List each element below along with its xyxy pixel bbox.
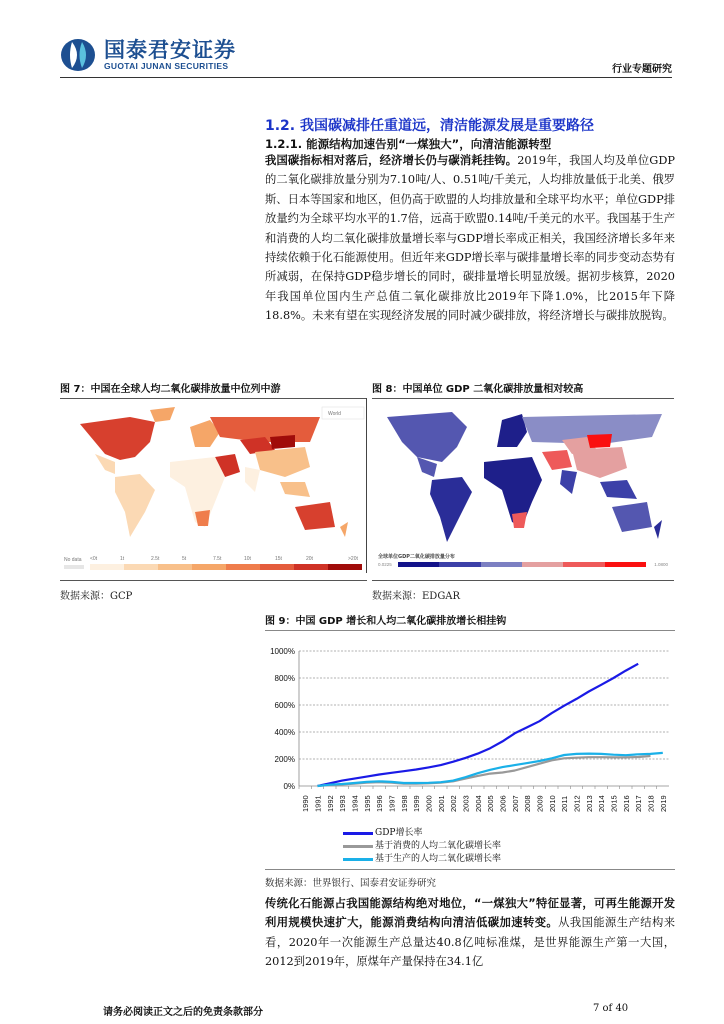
svg-text:2009: 2009 [535, 795, 545, 812]
world-map-8-svg [372, 402, 674, 552]
logo-en: GUOTAI JUNAN SECURITIES [104, 61, 229, 71]
page-number: 7 of 40 [593, 1003, 629, 1014]
legend-tick: 1t [120, 556, 125, 562]
figure-8-legend [378, 553, 668, 567]
svg-text:2019: 2019 [658, 795, 668, 812]
world-map-7-svg [60, 402, 367, 552]
paragraph-1-body: 2019年，我国人均及单位GDP的二氧化碳排放量分别为7.10吨/人、0.51吨/千美元，人均排放量低于北美、俄罗斯、日本等国家和地区，但仍高于欧盟的人均排放量和全球平均水平；单位GDP排放量约为全球平均水平的1.7倍，远高于欧盟0.14吨/千美元的水平。我国基于生产和消费的人均二氧化碳排放量增长率与GDP增长率成正相关，我国经济增长多年来持续依赖于化石能源使用。但近年来GDP增长率与碳排量增长率的同步变动态势有所减弱，在保持GDP稳步增长的同时，碳排量增长明显放缓。据初步核算，2020年我国单位国内生产总值二氧化碳排放比2019年下降1.0%，比2015年下降18.8%。未来有望在实现经济发展的同时减少碳排放，将经济增长与碳排放脱钩。 [265, 154, 675, 323]
figure-9-title: 图 9：中国 GDP 增长和人均二氧化碳排放增长相挂钩 [265, 616, 507, 627]
svg-text:2011: 2011 [560, 795, 570, 812]
svg-text:2017: 2017 [634, 795, 644, 812]
svg-text:400%: 400% [274, 728, 295, 737]
svg-text:1993: 1993 [338, 795, 348, 812]
svg-text:1990: 1990 [301, 795, 311, 812]
map-world-label: World [328, 411, 341, 417]
svg-text:2002: 2002 [449, 795, 459, 812]
legend-tick: 20t [306, 556, 313, 562]
figure-divider [366, 398, 367, 573]
legend-tick: 2.5t [151, 556, 160, 562]
world-map-per-capita-co2 [60, 402, 367, 580]
svg-text:2006: 2006 [498, 795, 508, 812]
paragraph-1-lead: 我国碳指标相对落后，经济增长仍与碳消耗挂钩。 [265, 154, 518, 167]
svg-text:1999: 1999 [412, 795, 422, 812]
chart-legend [343, 827, 501, 866]
svg-text:2001: 2001 [436, 795, 446, 812]
company-logo [60, 38, 236, 72]
svg-text:2018: 2018 [646, 795, 656, 812]
legend-nodata-label: No data [64, 557, 82, 563]
svg-text:1991: 1991 [313, 795, 323, 812]
svg-text:1994: 1994 [350, 795, 360, 812]
figure-8-source: 数据来源：EDGAR [372, 591, 461, 602]
legend-tick: 15t [275, 556, 282, 562]
figure-8 [372, 380, 674, 602]
legend-tick: 7.5t [213, 556, 222, 562]
svg-text:2015: 2015 [609, 795, 619, 812]
paragraph-2-body: 从我国能源生产结构来看，2020年一次能源生产总量达40.8亿吨标准煤，是世界能源生产第一大国，2012到2019年，原煤年产量保持在34.1亿 [265, 916, 675, 969]
subsection-heading: 1.2.1. 能源结构加速告别“一煤独大”，向清洁能源转型 [265, 137, 552, 151]
figure-9-source: 数据来源：世界银行、国泰君安证券研究 [265, 878, 437, 889]
line-chart-svg [265, 631, 675, 821]
legend-7-labels [64, 556, 362, 564]
figure-7 [60, 380, 367, 602]
svg-text:2005: 2005 [486, 795, 496, 812]
disclaimer-note: 请务必阅读正文之后的免责条款部分 [103, 1007, 263, 1018]
svg-text:2012: 2012 [572, 795, 582, 812]
svg-text:1992: 1992 [325, 795, 335, 812]
svg-text:1995: 1995 [362, 795, 372, 812]
svg-text:0%: 0% [283, 782, 295, 791]
legend-tick: >20t [348, 556, 358, 562]
legend-tick: 10t [244, 556, 251, 562]
logo-cn: 国泰君安证券 [104, 38, 236, 62]
legend-8-max: 1.0800 [654, 562, 668, 567]
legend-nodata-swatch [64, 565, 84, 569]
figure-7-source: 数据来源：GCP [60, 591, 133, 602]
legend-8-bar [398, 562, 646, 567]
legend-item-production: 基于生产的人均二氧化碳增长率 [343, 853, 501, 866]
svg-text:200%: 200% [274, 755, 295, 764]
legend-tick: 5t [182, 556, 187, 562]
svg-text:1998: 1998 [399, 795, 409, 812]
legend-7-bar [90, 564, 362, 570]
svg-text:2007: 2007 [510, 795, 520, 812]
legend-item-consumption: 基于消费的人均二氧化碳增长率 [343, 840, 501, 853]
legend-tick: <0t [90, 556, 98, 562]
svg-text:2008: 2008 [523, 795, 533, 812]
header-divider [60, 77, 672, 78]
world-map-co2-per-gdp [372, 402, 674, 580]
legend-8-title: 全球单位GDP二氧化碳排放量分布 [378, 554, 455, 560]
legend-item-gdp: GDP增长率 [343, 827, 501, 840]
figure-8-title: 图 8：中国单位 GDP 二氧化碳排放量相对较高 [372, 384, 584, 395]
report-type: 行业专题研究 [612, 64, 672, 75]
svg-text:2003: 2003 [461, 795, 471, 812]
figure-7-legend [64, 556, 362, 570]
svg-text:2016: 2016 [621, 795, 631, 812]
svg-text:2013: 2013 [584, 795, 594, 812]
legend-8-min: 0.0225 [378, 562, 392, 567]
svg-text:1000%: 1000% [270, 647, 295, 656]
svg-text:1996: 1996 [375, 795, 385, 812]
svg-text:1997: 1997 [387, 795, 397, 812]
gdp-co2-line-chart [265, 631, 675, 869]
paragraph-1 [265, 151, 675, 326]
svg-text:600%: 600% [274, 701, 295, 710]
section-heading: 1.2. 我国碳减排任重道远，清洁能源发展是重要路径 [265, 118, 594, 134]
svg-text:2004: 2004 [473, 795, 483, 812]
logo-mark-icon [60, 38, 96, 72]
figure-9 [265, 612, 675, 889]
figure-7-title: 图 7：中国在全球人均二氧化碳排放量中位列中游 [60, 384, 281, 395]
svg-text:2014: 2014 [597, 795, 607, 812]
svg-text:800%: 800% [274, 674, 295, 683]
paragraph-2-lead: 传统化石能源占我国能源结构绝对地位，“一煤独大”特征显著，可再生能源开发利用规模快速扩大，能源消费结构向清洁低碳加速转变。 [265, 897, 675, 930]
paragraph-2 [265, 894, 675, 972]
svg-text:2010: 2010 [547, 795, 557, 812]
svg-text:2000: 2000 [424, 795, 434, 812]
